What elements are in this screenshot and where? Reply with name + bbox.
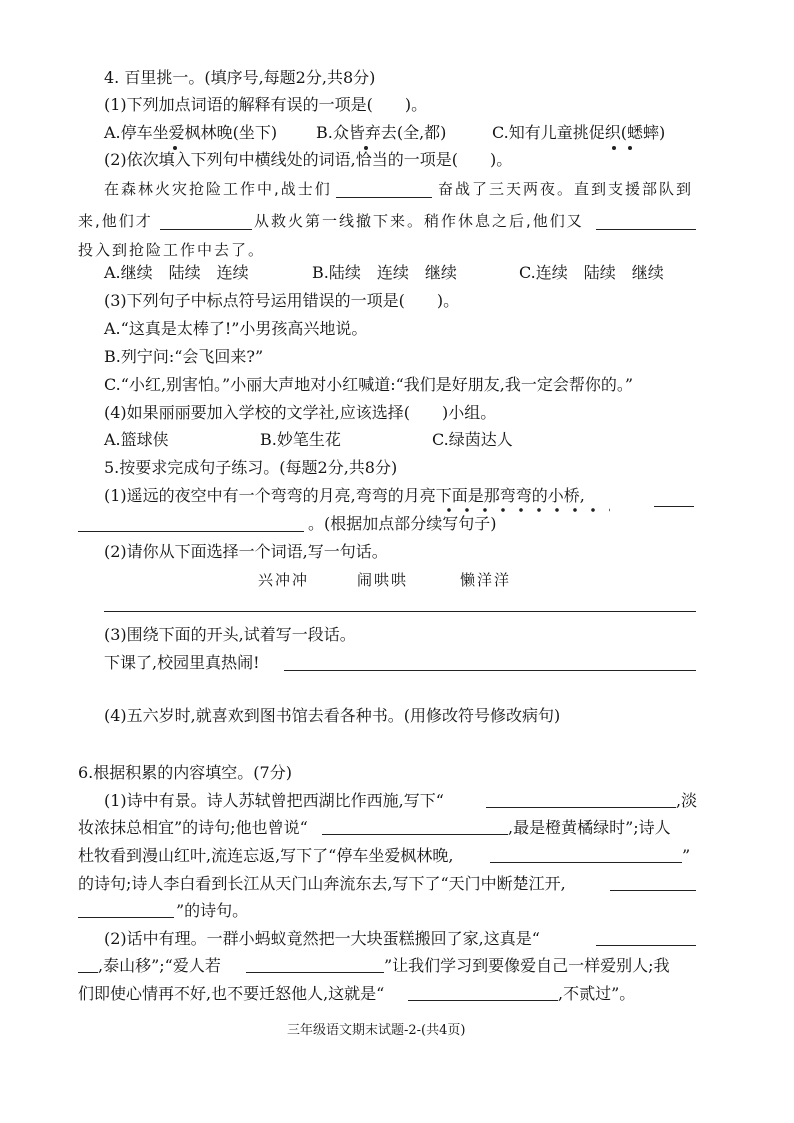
q6-p1-line3a: 杜牧看到漫山红叶,流连忘返,写下了“停车坐爱枫林晚, [78,846,454,865]
blank-line[interactable] [78,531,304,532]
q4-s2-text3: 投入到抢险工作中去了。 [78,241,266,259]
q5-title: 5.按要求完成句子练习。(每题2分,共8分) [104,458,398,477]
q4-s2: (2)依次填入下列句中横线处的词语,恰当的一项是( )。 [104,150,513,169]
q4-s4-option-b: B.妙笔生花 [260,430,341,449]
blank-line[interactable] [78,917,174,918]
q4-s3-c: C.“小红,别害怕。”小丽大声地对小红喊道:“我们是好朋友,我一定会帮你的。” [104,375,634,394]
q4-s3-b: B.列宁问:“会飞回来?” [104,347,264,366]
q5-word-1: 兴冲冲 [258,571,310,589]
q6-p1-line3b: ” [682,846,691,865]
q6-p1-line1a: (1)诗中有景。诗人苏轼曾把西湖比作西施,写下“ [104,791,444,810]
q4-s1-option-c: C.知有儿童挑促织(蟋蟀) [492,123,666,142]
q6-title: 6.根据积累的内容填空。(7分) [78,763,292,782]
q5-word-3: 懒洋洋 [460,571,512,589]
q6-p1-line1b: ,淡 [676,791,698,810]
blank-line[interactable] [408,1000,558,1001]
q4-s2-text2a: 来,他们才 [78,212,153,230]
q4-s2-option-c: C.连续 陆续 继续 [519,263,664,282]
q6-p2-line2b: ”让我们学习到要像爱自己一样爱别人;我 [384,956,670,975]
q6-p2-line2a: ,泰山移”;“爱人若 [98,956,221,975]
q4-s3: (3)下列句子中标点符号运用错误的一项是( )。 [104,291,460,310]
q6-p1-line2b: ,最是橙黄橘绿时”;诗人 [508,818,671,837]
q6-p1-line2a: 妆浓抹总相宜”的诗句;他也曾说“ [78,818,308,837]
q4-s2-text1b: 奋战了三天两夜。直到支援部队到 [438,180,694,198]
blank-line[interactable] [78,972,98,973]
blank-line[interactable] [490,862,682,863]
blank-line[interactable] [246,972,384,973]
emphasis-dot [628,146,632,150]
blank-line[interactable] [596,229,696,230]
q4-s1-option-a: A.停车坐爱枫林晚(坐下) [104,123,278,142]
q4-s2-text2b: 从救火第一线撤下来。稍作休息之后,他们又 [254,212,584,230]
q5-s3: (3)围绕下面的开头,试着写一段话。 [104,625,356,644]
q4-s1-option-b: B.众皆弃去(全,都) [316,123,447,142]
emphasis-dot [612,146,616,150]
q6-p1-line5b: ”的诗句。 [176,901,249,920]
blank-line[interactable] [596,945,696,946]
q4-s3-a: A.“这真是太棒了!”小男孩高兴地说。 [104,319,368,338]
blank-line[interactable] [486,807,676,808]
blank-line[interactable] [322,834,508,835]
q5-s3-start: 下课了,校园里真热闹! [104,653,260,672]
q4-s2-option-b: B.陆续 连续 继续 [312,263,457,282]
q4-s4-option-c: C.绿茵达人 [432,430,513,449]
q5-s1-line1: (1)遥远的夜空中有一个弯弯的月亮,弯弯的月亮下面是那弯弯的小桥, [104,486,585,505]
q4-s4-option-a: A.篮球侠 [104,430,169,449]
q4-s2-option-a: A.继续 陆续 连续 [104,263,249,282]
q6-p2-line1a: (2)话中有理。一群小蚂蚁竟然把一大块蛋糕搬回了家,这真是“ [104,929,540,948]
q4-s1: (1)下列加点词语的解释有误的一项是( )。 [104,95,428,114]
blank-line[interactable] [160,229,252,230]
blank-line[interactable] [654,506,694,507]
q4-s2-text1a: 在森林火灾抢险工作中,战士们 [104,180,332,198]
blank-line[interactable] [336,197,432,198]
q4-title: 4. 百里挑一。(填序号,每题2分,共8分) [104,68,376,87]
q6-p2-line3b: ,不贰过”。 [558,984,636,1003]
q4-s4: (4)如果丽丽要加入学校的文学社,应该选择( )小组。 [104,403,497,422]
q5-s2: (2)请你从下面选择一个词语,写一句话。 [104,542,388,561]
q6-p1-line4a: 的诗句;诗人李白看到长江从天门山奔流东去,写下了“天门中断楚江开, [78,874,566,893]
q5-word-2: 闹哄哄 [357,571,409,589]
page-footer: 三年级语文期末试题-2-(共4页) [287,1023,466,1038]
q5-s1-line2: 。(根据加点部分续写句子) [308,514,497,533]
q5-s4: (4)五六岁时,就喜欢到图书馆去看各种书。(用修改符号修改病句) [104,706,561,725]
blank-line[interactable] [610,890,696,891]
q6-p2-line3a: 们即使心情再不好,也不要迁怒他人,这就是“ [78,984,385,1003]
answer-line[interactable] [104,611,696,612]
answer-line[interactable] [284,670,696,671]
